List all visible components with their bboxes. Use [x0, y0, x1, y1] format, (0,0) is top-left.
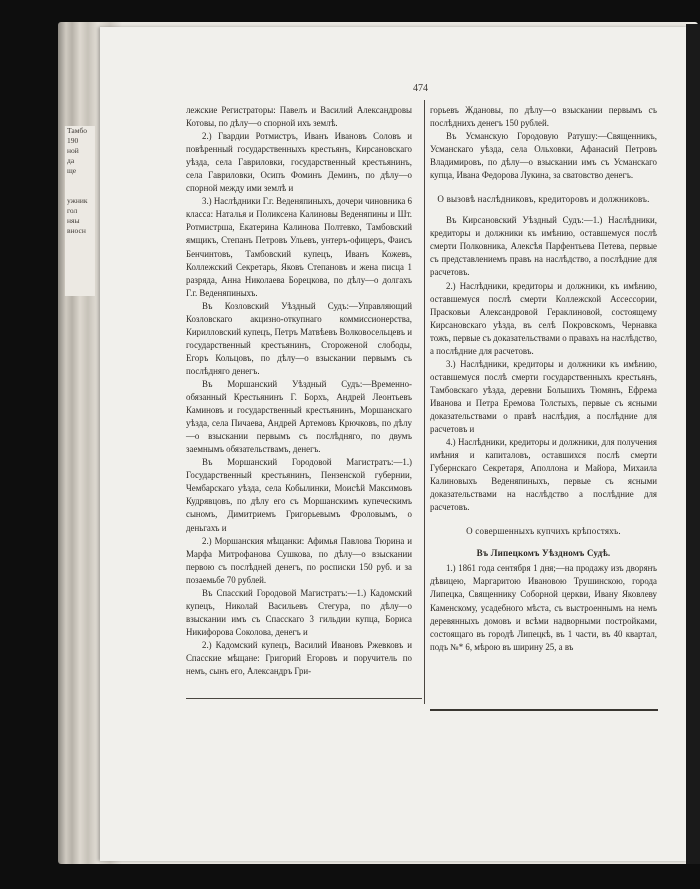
column-divider	[424, 100, 425, 704]
section-heading: О совершенныхъ купчихъ крѣпостяхъ.	[466, 526, 621, 537]
paragraph: Въ Моршанский Уѣздный Судъ:—Временно-обязанный Крестьянинъ Г. Борхъ, Андрей Леонтьевъ Каминовъ и государственный крестьянинъ, Моршанскаго уѣзда, села Пичаева, Андрей Артемовъ Крючковъ, по дѣлу—о взыскании первымъ съ послѣдняго, по двумъ заемнымъ обязательствамъ, денегъ.	[186, 378, 412, 455]
stub-line: да	[67, 156, 75, 165]
binding-stub-fragment	[64, 126, 95, 296]
stub-line	[65, 186, 95, 196]
stub-line: Тамбо	[67, 126, 88, 135]
right-text-column	[430, 104, 657, 654]
stub-line: гол	[67, 206, 78, 215]
stub-line: вносн	[67, 226, 86, 235]
paragraph: 3.) Наслѣдники Г.г. Веденяпиныхъ, дочери чиновника 6 класса: Наталья и Поликсена Калиновы Веденяпины и Шт. Ротмистрша, Екатерина Калинова Полтевко, Тамбовский ямщикъ, Степанъ Петровъ Ульевъ, унтеръ-офицеръ, Фаисъ Бенчинтовъ, Тамбовский купецъ, Иванъ Кожевъ, Коллежский Секретарь, Яковъ Степановъ и жена писца 1 разряда, Анна Николаева Борецкова, по дѣлу—о долгахъ Г.г. Веденяпиныхъ.	[186, 196, 412, 298]
paragraph: 4.) Наслѣдники, кредиторы и должники, для получения имѣния и капиталовъ, оставшихся послѣ смерти Губернскаго Секретаря, Аполлона и Майора, Михаила Калиновыхъ Веденяпиныхъ, первые съ ясными доказательствами на наслѣдство а послѣдние для расчетовъ.	[430, 437, 657, 513]
paragraph: Въ Усманскую Городовую Ратушу:—Священникъ, Усманскаго уѣзда, села Ольховки, Афанасий Петровъ Владимировъ, по дѣлу—о взыскании имъ съ Усманскаго купца, Ивана Федорова Лукина, за сватовство денегъ.	[430, 131, 657, 181]
left-column-end-rule	[186, 698, 422, 699]
court-heading: Въ Липецкомъ Уѣздномъ Судѣ.	[476, 548, 611, 559]
paragraph: 2.) Гвардии Ротмистръ, Иванъ Ивановъ Соловъ и повѣренный государственныхъ крестьянъ, Кирсановскаго уѣзда, села Гавриловки, государственный крестьянинъ, села Гавриловки, Осипъ Фоминъ Деминъ, по дѣлу—о спорной между ими землѣ и	[186, 131, 412, 194]
section-heading: О вызовѣ наслѣдниковъ, кредиторовъ и должниковъ.	[437, 194, 650, 205]
paragraph: Въ Моршанский Городовой Магистратъ:—1.) Государственный крестьянинъ, Пензенской губернии, Чембарскаго уѣзда, села Кобылинки, Моисѣй Максимовъ Кудрявцовъ, по дѣлу его съ Моршанскимъ купеческимъ сыномъ, Димитриемъ Григорьевымъ Фроловымъ, о деньгахъ и	[186, 457, 412, 533]
paragraph: Въ Козловский Уѣздный Судъ:—Управляющий Козловскаго акцизно-откупнаго коммиссионерства, Кирилловский купецъ, Петръ Матвѣевъ Волковосельцевъ и государственный крестьянинъ, Стороженой слободы, Егоръ Кольцовъ, по дѣлу—о взыскании первымъ съ послѣдняго денегъ.	[186, 300, 412, 376]
stub-line	[65, 176, 95, 186]
paragraph: Въ Спасский Городовой Магистратъ:—1.) Кадомский купецъ, Николай Васильевъ Стегура, по дѣлу—о взыскании имъ съ Спасскаго 3 гильдии купца, Бориса Никифорова Соколова, денегъ и	[186, 587, 412, 637]
right-scan-edge	[686, 24, 700, 864]
paragraph: лежские Регистраторы: Павелъ и Василий Александровы Котовы, по дѣлу—о спорной ихъ землѣ.	[186, 105, 412, 129]
stub-line: няы	[67, 216, 80, 225]
paragraph: 2.) Наслѣдники, кредиторы и должники, къ имѣнию, оставшемуся послѣ смерти Коллежской Ассессории, Прасковьи Александровой Гераклиновой, состоящему Кирсановскаго уѣзда, въ селѣ Покровскомъ, Чернавка тожъ, первые съ доказательствами о правахъ на наслѣдство, а послѣдние для расчетовъ.	[430, 280, 657, 356]
paragraph: 1.) 1861 года сентября 1 дня;—на продажу изъ дворянъ дѣвицею, Маргаритою Ивановою Трушинскою, города Липецка, Священнику Соборной церкви, Ивану Яковлеву Каменскому, усадебного мѣста, съ выстроеннымъ на немъ деревянныхъ домовъ и всѣми надворными постройками, состоящаго въ городѣ Липецкѣ, въ 1 части, въ 40 квартал, подъ №* 6, мѣрою въ ширину 25, а въ	[430, 563, 657, 652]
stub-line: 190	[67, 136, 79, 145]
paragraph: 3.) Наслѣдники, кредиторы и должники къ имѣнию, оставшемуся послѣ смерти государственныхъ крестьянъ, Тамбовскаго уѣзда, деревни Большихъ Тюмянъ, Ефрема Иванова и Петра Еремова Толстыхъ, первые съ ясными доказательствами о правѣ наслѣдия, а послѣдние для расчетовъ и	[430, 358, 657, 435]
page-number: 474	[413, 83, 428, 94]
right-column-end-rule	[430, 709, 658, 711]
paragraph: 2.) Моршанския мѣщанки: Афимья Павлова Тюрина и Марфа Митрофанова Сушкова, по дѣлу—о взыскании первою съ послѣдней денегъ, по росписки 150 руб. и за позаемьбе 70 рублей.	[186, 535, 412, 585]
paragraph: горьевъ Ждановы, по дѣлу—о взыскании первымъ съ послѣднихъ денегъ 150 рублей.	[430, 105, 657, 129]
stub-line: ной	[67, 146, 79, 155]
left-text-column	[186, 104, 412, 678]
stub-line: ще	[67, 166, 77, 175]
stub-line: ужник	[67, 196, 88, 205]
paragraph: Въ Кирсановский Уѣздный Судъ:—1.) Наслѣдники, кредиторы и должники къ имѣнию, оставшемуся послѣ смерти Полковника, Алексѣя Парфентьева Петева, первые съ представлениемъ правъ на наслѣдство, а послѣдние для расчетовъ.	[430, 215, 657, 278]
paragraph: 2.) Кадомский купецъ, Василий Ивановъ Ржевковъ и Спасские мѣщане: Григорий Егоровъ и поручитель по немъ, сынъ его, Александръ Гри-	[186, 639, 412, 677]
